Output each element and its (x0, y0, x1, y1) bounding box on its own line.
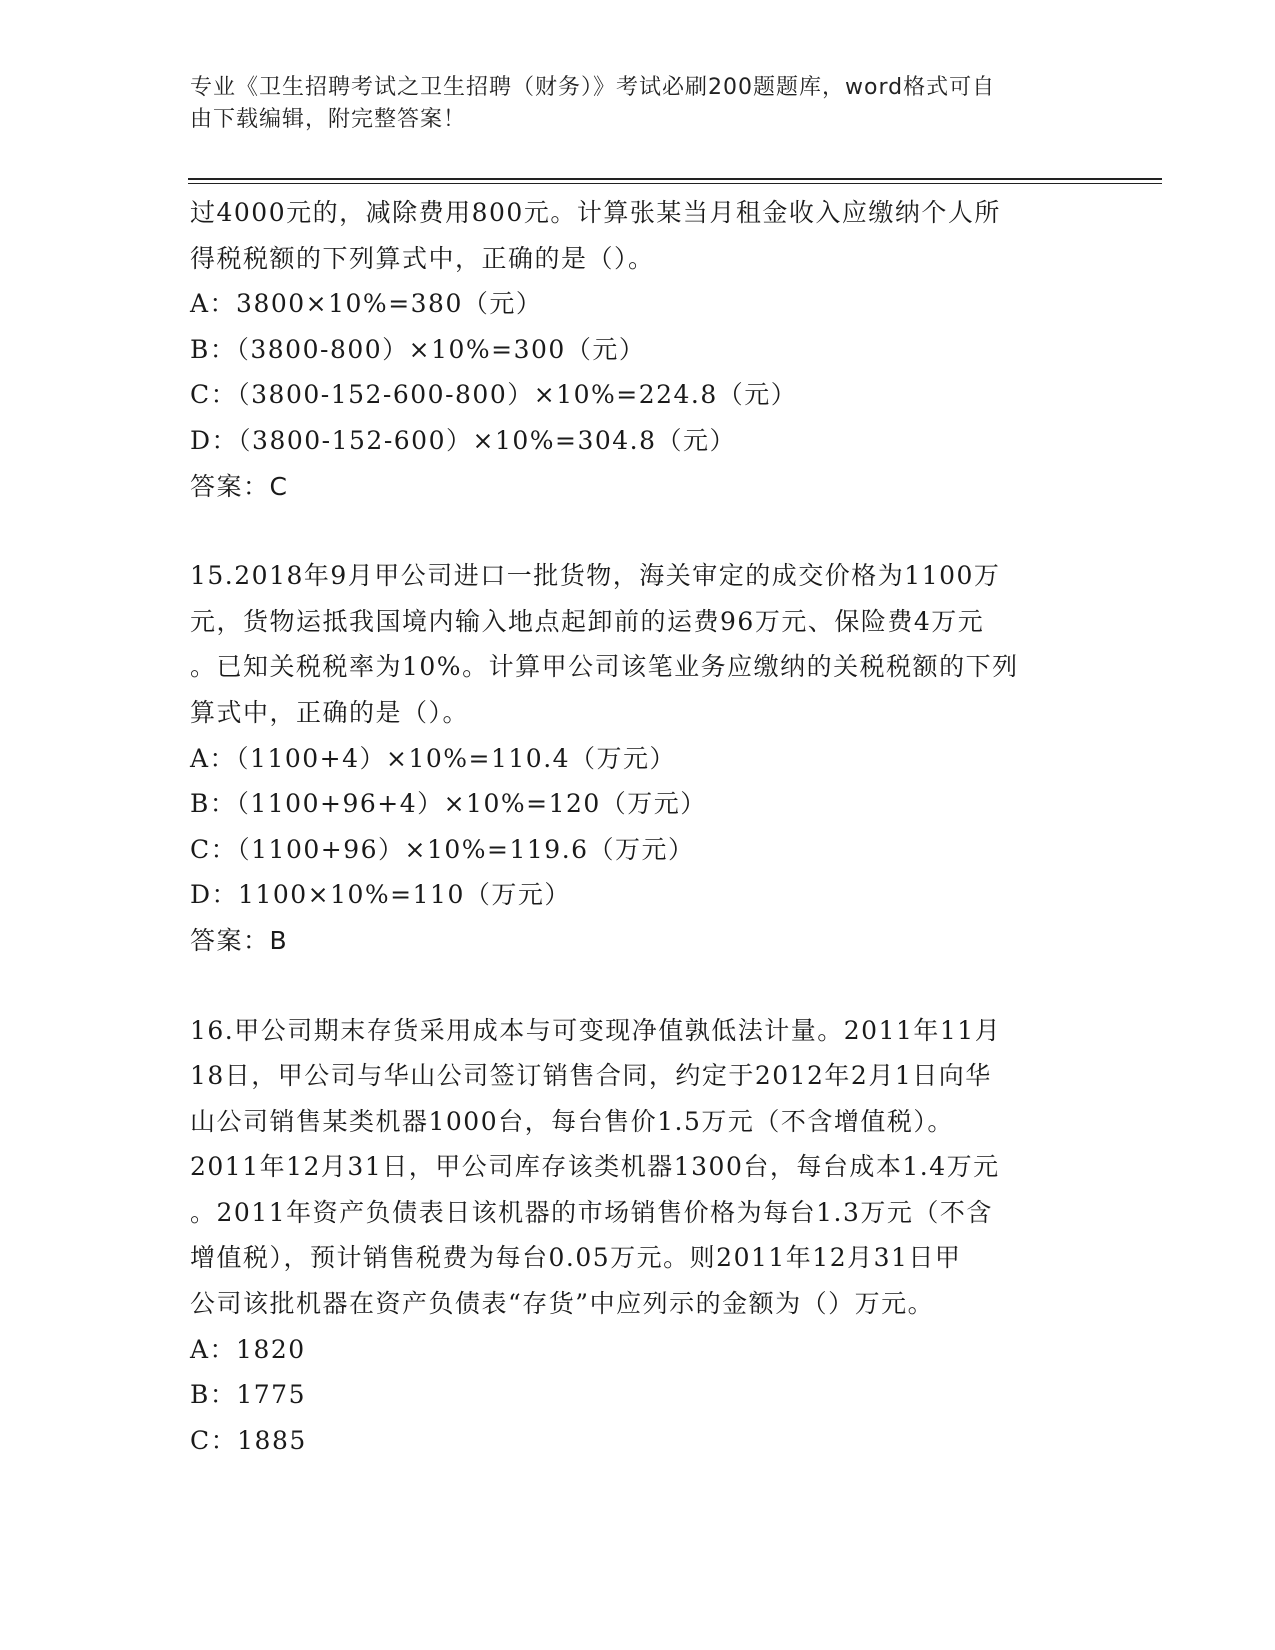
option-a: A：1820 (190, 1334, 306, 1364)
option-d: D：（3800-152-600）×10%=304.8（元） (190, 425, 737, 455)
page-header (190, 72, 1090, 136)
question-stem-line: 。2011年资产负债表日该机器的市场销售价格为每台1.3万元（不含 (190, 1197, 993, 1227)
question-stem-line: 公司该批机器在资产负债表“存货”中应列示的金额为（）万元。 (190, 1289, 935, 1319)
question-16 (190, 1008, 1090, 1464)
page-content (190, 190, 1090, 1463)
question-spacer (190, 509, 1090, 553)
option-c: C：（3800-152-600-800）×10%=224.8（元） (190, 380, 798, 410)
question-stem-line: 山公司销售某类机器1000台，每台售价1.5万元（不含增值税）。 (190, 1106, 954, 1136)
header-rule-thick (188, 178, 1162, 180)
option-c: C：1885 (190, 1425, 307, 1455)
question-15 (190, 553, 1090, 963)
question-stem-line: 。已知关税税率为10%。计算甲公司该笔业务应缴纳的关税税额的下列 (190, 652, 1019, 682)
question-stem-line: 18日，甲公司与华山公司签订销售合同，约定于2012年2月1日向华 (190, 1061, 992, 1091)
question-stem-line: 算式中，正确的是（）。 (190, 697, 470, 727)
question-stem-line: 元，货物运抵我国境内输入地点起卸前的运费96万元、保险费4万元 (190, 606, 985, 636)
answer-line: 答案：B (190, 925, 289, 955)
question-stem-line: 过4000元的，减除费用800元。计算张某当月租金收入应缴纳个人所 (190, 198, 1001, 227)
question-14 (190, 190, 1090, 509)
answer-line: 答案：C (190, 471, 289, 501)
option-b: B：（3800-800）×10%=300（元） (190, 334, 646, 364)
option-b: B：1775 (190, 1380, 306, 1410)
question-stem-line: 得税税额的下列算式中，正确的是（）。 (190, 243, 655, 273)
option-c: C：（1100+96）×10%=119.6（万元） (190, 834, 695, 864)
header-rule-thin (188, 183, 1162, 184)
question-stem-line: 增值税），预计销售税费为每台0.05万元。则2011年12月31日甲 (190, 1243, 962, 1273)
header-line-2: 由下载编辑，附完整答案！ (190, 107, 467, 132)
question-stem-line: 16.甲公司期末存货采用成本与可变现净值孰低法计量。2011年11月 (190, 1015, 1002, 1045)
question-stem-line: 15.2018年9月甲公司进口一批货物，海关审定的成交价格为1100万 (190, 561, 1001, 591)
header-line-1: 专业《卫生招聘考试之卫生招聘（财务）》考试必刷200题题库，word格式可自 (190, 75, 996, 100)
question-spacer (190, 964, 1090, 1008)
option-b: B：（1100+96+4）×10%=120（万元） (190, 789, 707, 819)
option-d: D：1100×10%=110（万元） (190, 880, 571, 910)
question-stem-line: 2011年12月31日，甲公司库存该类机器1300台，每台成本1.4万元 (190, 1152, 1000, 1182)
option-a: A：3800×10%=380（元） (190, 289, 543, 319)
option-a: A：（1100+4）×10%=110.4（万元） (190, 743, 677, 773)
